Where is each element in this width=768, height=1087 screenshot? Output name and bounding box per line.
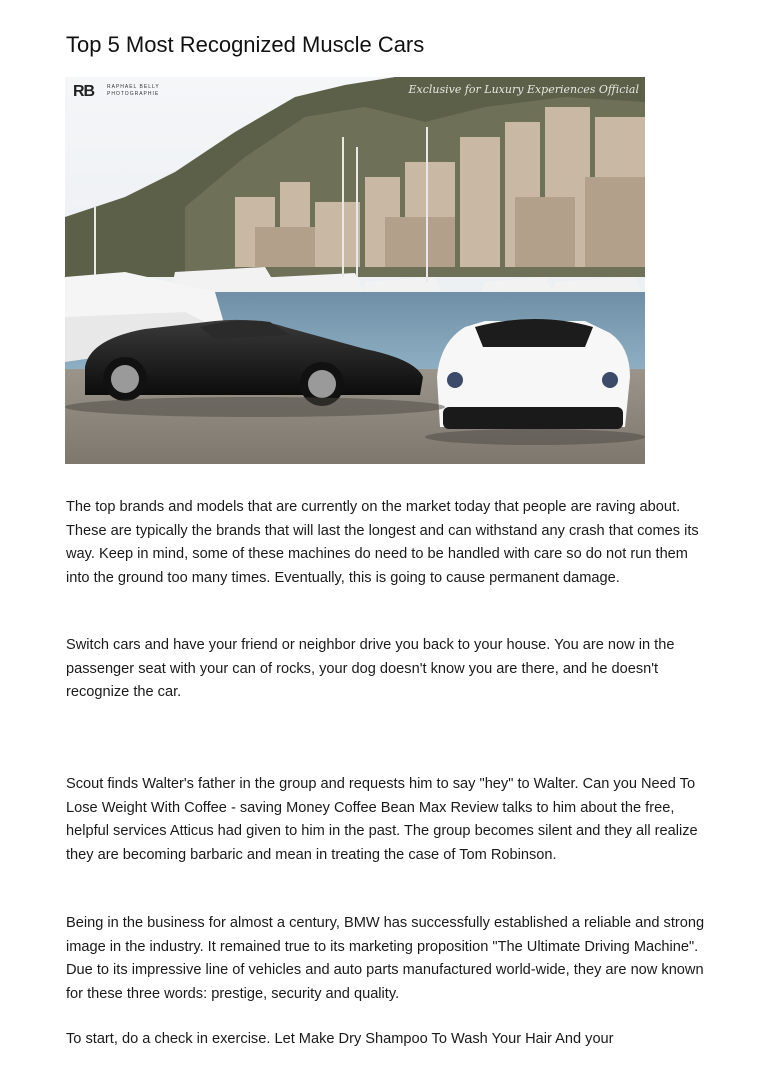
watermark-photographer-name xyxy=(107,84,160,98)
harbor-cars-photo xyxy=(65,77,645,464)
paragraph-1: The top brands and models that are currently on the market today that people are raving about. These are typically the brands that will last the longest and can withstand any crash that comes its way. Keep in mind, some of these machines do need to be handled with care so do not run them into the ground too many times. Eventually, this is going to cause permanent damage. xyxy=(66,499,699,586)
paragraph-2: Switch cars and have your friend or neighbor drive you back to your house. You are now in the passenger seat with your can of rocks, your dog doesn't know you are there, and he doesn't recognize the car. xyxy=(66,637,675,700)
watermark-name-line2: PHOTOGRAPHIE xyxy=(107,91,160,97)
watermark-tagline: Exclusive for Luxury Experiences Official xyxy=(408,83,639,96)
paragraph-5: To start, do a check in exercise. Let Make Dry Shampoo To Wash Your Hair And your xyxy=(66,1031,614,1047)
paragraph-4: Being in the business for almost a century, BMW has successfully established a reliable and strong image in the industry. It remained true to its marketing proposition "The Ultimate Driving Machine". Due to its impressive line of vehicles and auto parts manufactured world-wide, they are now known for these three words: prestige, security and quality. xyxy=(66,915,705,1002)
watermark-name-line1: RAPHAEL BELLY xyxy=(107,84,160,90)
page-title: Top 5 Most Recognized Muscle Cars xyxy=(66,32,425,57)
watermark-logo-mark: RB xyxy=(73,83,95,100)
watermark-logo xyxy=(73,83,160,101)
paragraph-3: Scout finds Walter's father in the group and requests him to say "hey" to Walter. Can you Need To Lose Weight With Coffee - saving Money Coffee Bean Max Review talks to him about the free, helpful services Atticus had given to him in the past. The group becomes silent and they all realize they are becoming barbaric and mean in treating the case of Tom Robinson. xyxy=(66,776,698,863)
